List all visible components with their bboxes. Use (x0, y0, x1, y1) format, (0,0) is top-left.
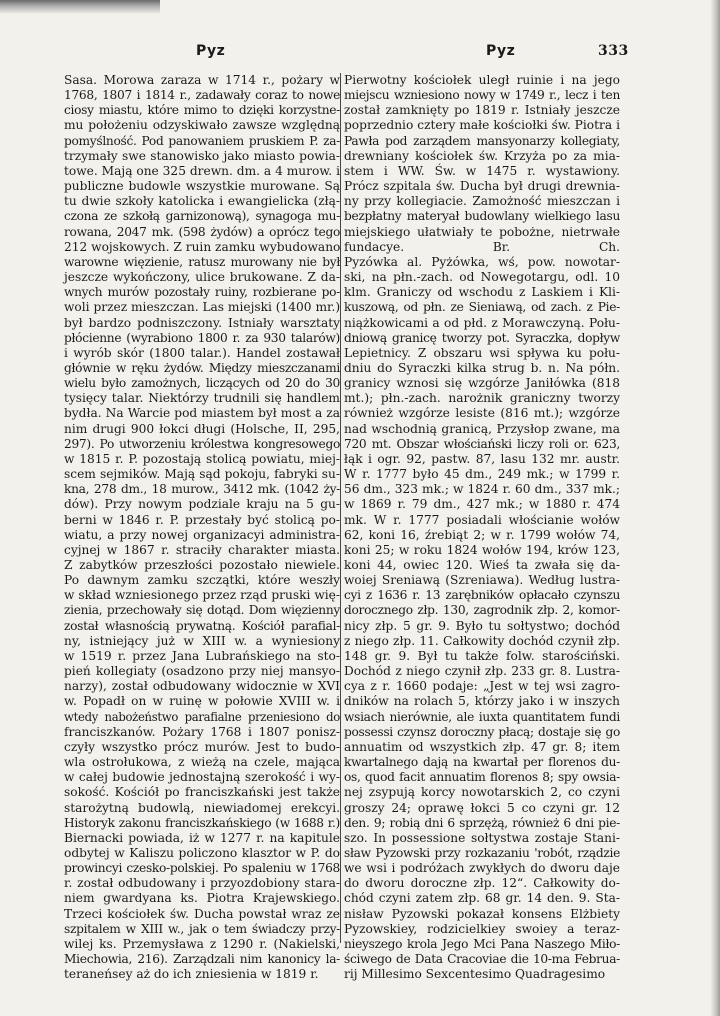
text-line: dniu do Syraczki kilka strug b. n. Na półn. (344, 360, 620, 375)
text-line: we wsi i podróżach zwykłych do dworu daje (344, 861, 620, 876)
text-line: dników na rolach 5, którzy jako i w inszych (344, 694, 620, 709)
text-line: teraneńsey aż do ich zniesienia w 1819 r. (64, 967, 319, 982)
text-line: klm. Graniczy od wschodu z Laskiem i Kli- (344, 285, 620, 300)
text-line: został zamknięty po 1819 r. Istniały jeszcze (344, 103, 620, 118)
text-line: wla ostrołukowa, z wieżą na czele, mająca (64, 755, 340, 770)
text-line: os, quod facit annuatim florenos 8; spy owsia- (344, 770, 620, 785)
text-line: tysięcy talar. Niektórzy trudnili się handlem (64, 391, 340, 406)
text-line: nim drugi 900 łokci długi (Holsche, II, 295, (64, 421, 340, 436)
text-line: Pyzówka al. Pyżówka, wś, pow. nowotar- (344, 254, 620, 269)
text-line: ski, na płn.-zach. od Nowegotargu, odl. 10 (344, 270, 620, 285)
text-line: Po dawnym zamku szczątki, które weszły (64, 573, 340, 588)
text-line: dów). Przy nowym podziale kraju na 5 gu- (64, 497, 340, 512)
running-header-right: Pyz (486, 43, 516, 59)
text-line: poprzednio cztery małe kościołki św. Piotra i (344, 118, 620, 133)
text-line: niem gwardyana ks. Piotra Krajewskiego. (64, 891, 340, 906)
text-line: bydła. Na Warcie pod miastem był most a za (64, 406, 340, 421)
text-line: dniową granicę tworzy pot. Syraczka, dopływ (344, 330, 620, 345)
text-line: mt.); płn.-zach. narożnik graniczny tworzy (344, 391, 620, 406)
text-line: wtedy nabożeństwo parafialne przeniesiono do (64, 709, 340, 724)
page-edge-shadow (710, 0, 720, 1016)
text-column-right (344, 73, 620, 982)
text-line: koni 44, owiec 120. Wieś ta zwała się da- (344, 558, 620, 572)
text-line: kna, 278 dm., 18 murow., 3412 mk. (1042 ży- (64, 482, 340, 497)
text-line: Dochód z niego czynił złp. 233 gr. 8. Lustra- (344, 664, 620, 679)
text-line: w całej budowie jednostajną szerokość i wy- (64, 770, 340, 785)
text-line: Pierwotny kościołek uległ ruinie i na jego (344, 73, 620, 87)
text-line: scem sejmików. Mają sąd pokoju, fabryki su- (64, 467, 340, 482)
text-line: Prócz szpitala św. Ducha był drugi drewnia- (344, 179, 620, 194)
text-line: drewniany kościołek św. Krzyża po za mia- (344, 148, 620, 163)
text-line: głównie w ręku żydów. Między mieszczanami (64, 360, 340, 375)
text-line: czona ze szkołą garnizonową), synagoga mu- (64, 209, 340, 224)
text-line: mk. W r. 1777 posiadali włościanie wołów (344, 512, 620, 527)
text-line: nej zsypują korcy nowotarskich 2, co czyni (344, 785, 620, 800)
text-line: ny przy kollegiacie. Zamożność mieszczan i (344, 194, 620, 209)
text-line: Z zabytków przeszłości pozostało niewiele. (64, 558, 340, 572)
text-line: tu dwie szkoły katolicka i ewangielicka (złą- (64, 194, 340, 209)
text-line: niążkowicami a od płd. z Morawczyną. Połu- (344, 315, 620, 330)
text-line: warowne więzienie, ratusz murowany nie był (64, 254, 340, 269)
text-line: nieyszego krola Jego Mci Pana Naszego Miło- (344, 936, 620, 951)
text-line: berni w 1846 r. P. przestały być stolicą po- (64, 512, 340, 527)
text-line: pomyślność. Pod panowaniem pruskiem P. za- (64, 133, 340, 148)
text-line: łąk i ogr. 92, pastw. 87, lasu 132 mr. austr. (344, 451, 620, 466)
text-line: mu położeniu odzyskiwało zawsze względną (64, 118, 340, 133)
text-line: towe. Mają one 325 drewn. dm. a 4 murow. i (64, 163, 340, 178)
text-line: kuszową, od płn. ze Sieniawą, od zach. z Pie- (344, 300, 620, 315)
text-line: woli przez mieszczan. Las miejski (1400 mr.) (64, 300, 341, 315)
text-line: w 1869 r. 79 dm., 427 mk.; w 1880 r. 474 (344, 497, 620, 512)
text-line: 1768, 1807 i 1814 r., zadawały coraz to nowe (64, 88, 340, 103)
text-line: chód czyni zatem złp. 68 gr. 14 den. 9. Sta- (344, 891, 620, 906)
text-line: był bardzo podniszczony. Istniały warsztaty (64, 315, 340, 330)
text-line: wnych murów pozostały ruiny, rozbierane po- (64, 285, 340, 300)
text-line: w skład wzniesionego przez rząd pruski wię- (64, 588, 340, 603)
text-line: wilej ks. Przemysława z 1290 r. (Nakielski, (64, 936, 340, 951)
text-line: ny, istniejący już w XIII w. a wyniesiony (64, 633, 340, 648)
text-line: narzy), został odbudowany widocznie w XVI (64, 679, 340, 694)
text-line: den. 9; robią dni 6 sprzężą, również 6 dni pie- (344, 815, 620, 830)
column-divider (340, 73, 341, 943)
text-column-left (64, 73, 340, 982)
text-line: pień kollegiaty (osadzono przy niej mansyo- (64, 664, 340, 679)
text-line: płócienne (wyrabiono 1800 r. za 930 talarów) (64, 330, 340, 345)
text-line: jeszcze wykończony, ulice brukowane. Z da- (64, 270, 340, 285)
text-line: w 1519 r. przez Jana Lubrańskiego na sto- (64, 648, 340, 663)
text-line: do dworu doroczne złp. 12“. Całkowity do- (344, 876, 620, 891)
text-line: cya z r. 1660 podaje: „Jest w tej wsi zagro- (344, 679, 620, 694)
text-line: possessi czynsz doroczny płacą; dostaje się go (344, 724, 620, 739)
text-line: fundacye. Br. Ch. (344, 239, 620, 254)
text-line: i wyrób skór (1800 talar.). Handel zostawał (64, 345, 340, 360)
text-line: sław Pyzowski przy rozkazaniu 'robót, rządzie (344, 845, 620, 860)
text-line: z niego złp. 11. Całkowity dochód czynił złp. (344, 633, 620, 648)
text-line: prowincyi czesko-polskiej. Po spaleniu w 1768 (64, 861, 340, 876)
text-line: sokość. Kościół po franciszkański jest także (64, 785, 340, 800)
text-line: Historyk zakonu franciszkańskiego (w 1688 r.) (64, 815, 340, 830)
running-header-left: Pyz (196, 43, 226, 59)
text-line: miejscu wzniesiono nowy w 1749 r., lecz i ten (344, 88, 620, 103)
text-line: Trzeci kościołek św. Ducha powstał wraz ze (64, 906, 340, 921)
text-line: szpitalem w XIII w., jak o tem świadczy przy- (64, 921, 340, 936)
text-line: Lepietnicy. Z obszaru wsi spływa ku połu- (344, 345, 620, 360)
text-line: cyi z 1636 r. 13 zarębników opłacało czynszu (344, 588, 620, 603)
text-line: starożytną budowlą, niewiadomej erekcyi. (64, 800, 340, 815)
text-line: rij Millesimo Sexcentesimo Quadragesimo (344, 967, 606, 982)
text-line: został własnością prywatną. Kościół parafial- (64, 618, 340, 633)
text-line: również wzgórze lesiste (816 mt.); wzgórze (344, 406, 620, 421)
text-line: Pyzowskiey, rodzicielkiey swoiey a teraz- (344, 921, 620, 936)
text-line: stem i WW. Św. w 1475 r. wystawiony. (344, 163, 620, 178)
text-line: zienia, przechowały się dotąd. Dom więzienny (64, 603, 340, 618)
text-line: 212 wojskowych. Z ruin zamku wybudowano (64, 239, 341, 254)
text-line: publiczne budowle wszystkie murowane. Są (64, 179, 340, 194)
text-line: rowana, 2047 mk. (598 żydów) a oprócz tego (64, 224, 340, 239)
text-line: kwartalnego dają na kwartał per florenos du- (344, 755, 620, 770)
text-line: dorocznego złp. 130, zagrodnik złp. 2, komor- (344, 603, 620, 618)
text-line: wiatu, a przy nowej organizacyi administra- (64, 527, 340, 542)
page-number: 333 (598, 43, 629, 59)
text-line: nisław Pyzowski pokazał konsens Elżbiety (344, 906, 620, 921)
text-line: woiej Sreniawą (Szreniawa). Według lustra- (344, 573, 620, 588)
text-line: wielu było zamożnych, liczących od 20 do 30 (64, 376, 340, 391)
text-line: czyły wszystko prócz murów. Jest to budo- (64, 739, 340, 754)
text-line: granicy wznosi się wzgórze Janiłówka (818 (344, 376, 620, 391)
text-line: szo. In possessione sołtystwa zostaje Stani- (344, 830, 620, 845)
text-line: koni 25; w roku 1824 wołów 194, krów 123, (344, 542, 620, 557)
text-line: bezpłatny materyał budowlany wielkiego lasu (344, 209, 620, 224)
text-line: Sasa. Morowa zaraza w 1714 r., pożary w (64, 73, 340, 87)
text-line: groszy 24; oprawę łokci 5 co czyni gr. 12 (344, 800, 620, 815)
text-line: w 1815 r. P. pozostają stolicą powiatu, miej- (64, 451, 340, 466)
text-line: r. został odbudowany i przyozdobiony stara- (64, 876, 340, 891)
text-line: ciosy miastu, które mimo to dzięki korzystne- (64, 103, 340, 118)
text-line: Pawła pod zarządem mansyonarzy kollegiaty, (344, 133, 620, 148)
text-line: 148 gr. 9. Był tu także folw. starościński. (344, 648, 620, 663)
text-line: franciszkanów. Pożary 1768 i 1807 ponisz- (64, 724, 340, 739)
text-line: annuatim od wszystkich złp. 47 gr. 8; item (344, 739, 620, 754)
text-line: 297). Po utworzeniu królestwa kongresowego (64, 436, 340, 451)
scan-shadow (0, 0, 160, 14)
text-line: miejskiego ułatwiały te pobożne, nietrwałe (344, 224, 620, 239)
text-line: Biernacki powiada, iż w 1277 r. na kapitule (64, 830, 340, 845)
text-line: 62, koni 16, źrebiąt 2; w r. 1799 wołów 74, (344, 527, 620, 542)
text-line: 720 mt. Obszar włościański liczy roli or. 623, (344, 436, 620, 451)
text-line: cyjnej w 1867 r. straciły charakter miasta. (64, 542, 340, 557)
text-line: 56 dm., 323 mk.; w 1824 r. 60 dm., 337 mk.; (344, 482, 620, 497)
text-line: ściwego de Data Cracoviae die 10-ma Februa- (344, 952, 620, 967)
text-line: nad wschodnią granicą, Przysłop zwane, ma (344, 421, 620, 436)
text-line: W r. 1777 było 45 dm., 249 mk.; w 1799 r. (344, 467, 620, 482)
text-line: w. Popadł on w ruinę w połowie XVIII w. i (64, 694, 340, 709)
text-line: nicy złp. 5 gr. 9. Było tu sołtystwo; dochód (344, 618, 620, 633)
text-line: wsiach nierównie, ale iuxta quantitatem fundi (344, 709, 620, 724)
text-line: odbytej w Kaliszu policzono klasztor w P. do (64, 845, 340, 860)
text-line: trzymały swe stanowisko jako miasto powia- (64, 148, 340, 163)
text-line: Miechowia, 216). Zarządzali nim kanonicy la- (64, 952, 340, 967)
